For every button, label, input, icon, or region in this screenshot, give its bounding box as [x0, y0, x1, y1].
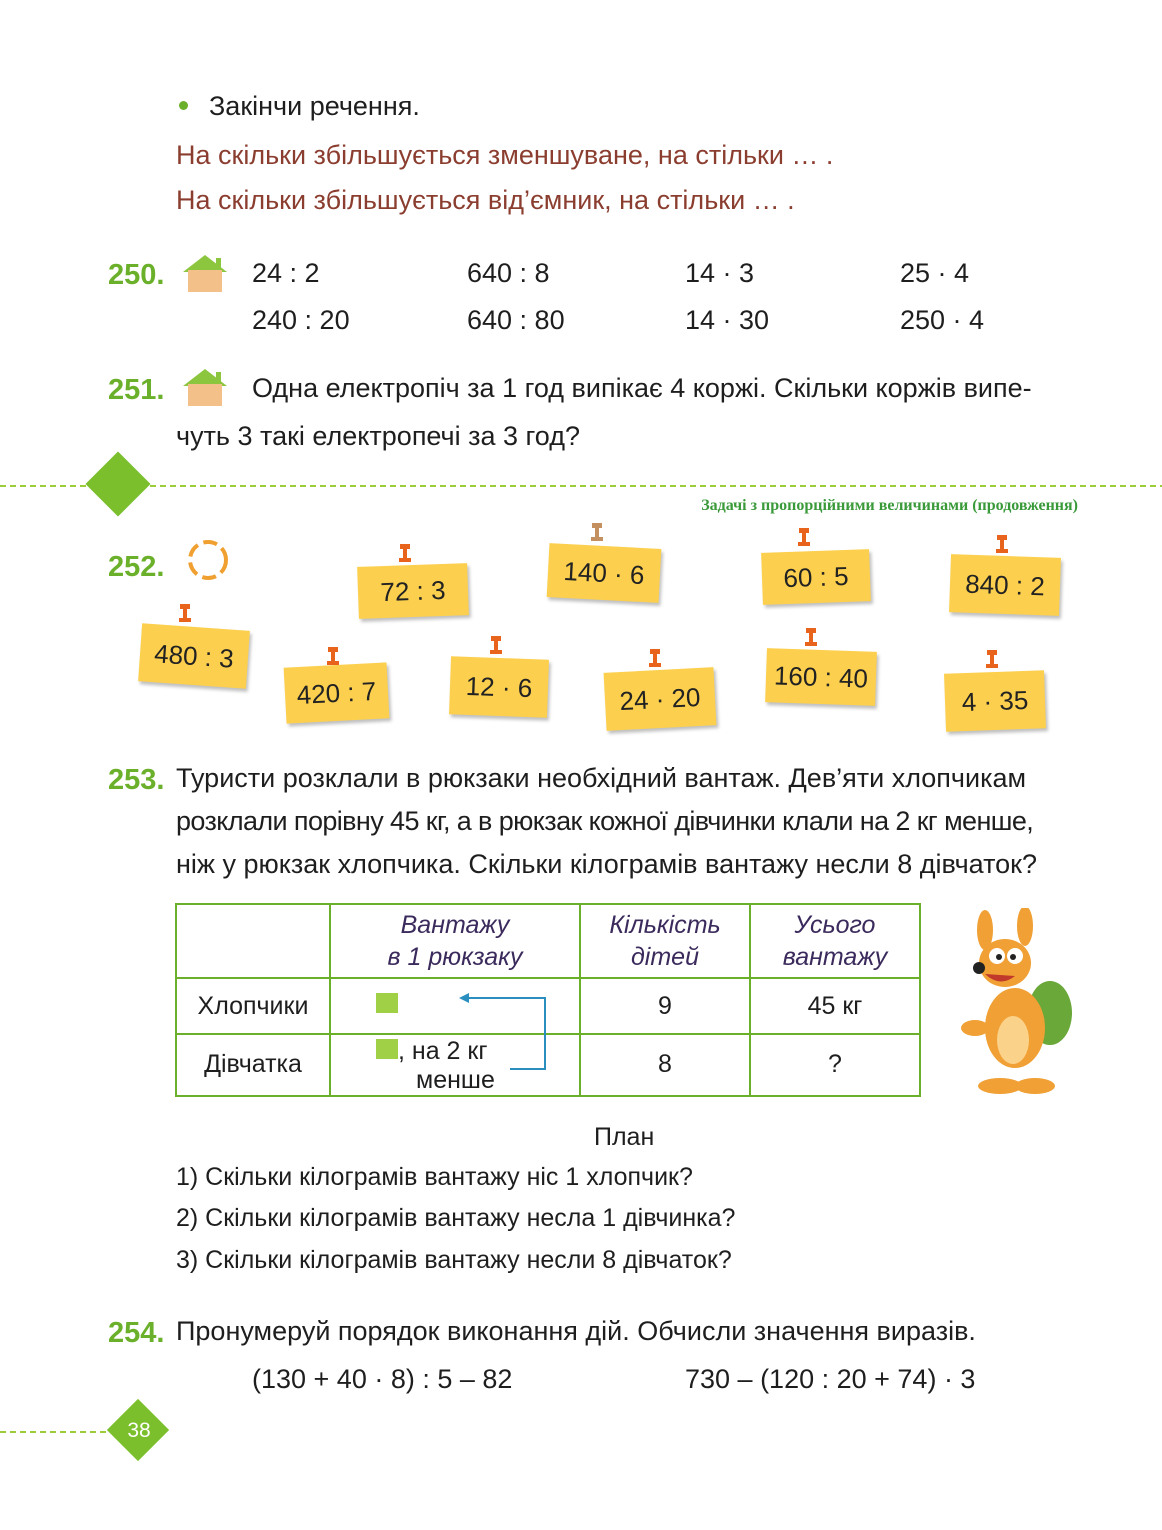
expr: 640 : 8 — [467, 258, 550, 288]
sticky-note — [284, 662, 390, 723]
page-number: 38 — [127, 1419, 151, 1442]
col-header — [330, 904, 580, 978]
sticky-note — [449, 656, 549, 717]
task-text-line-1: Туристи розклали в рюкзаки необхідний вантаж. Дев’яти хлопчикам — [176, 763, 1027, 793]
exercise-number: 252. — [108, 551, 165, 583]
count-cell: 8 — [580, 1034, 750, 1096]
divider-ornament — [85, 451, 150, 516]
task-text-line-1: Одна електропіч за 1 год випікає 4 коржі. Скільки коржів випе- — [252, 373, 1032, 403]
note-text: 140 · 6 — [562, 555, 646, 590]
pin-icon — [489, 636, 503, 658]
footer-line — [0, 1431, 110, 1433]
relation-text: , на 2 кг — [398, 1037, 488, 1065]
pin-icon — [326, 647, 340, 669]
note-text: 160 : 40 — [773, 659, 869, 694]
expr: 250 · 4 — [900, 305, 985, 335]
row-label: Хлопчики — [176, 978, 330, 1034]
home-icon — [180, 252, 230, 292]
row-label: Дівчатка — [176, 1034, 330, 1096]
col-header — [750, 904, 920, 978]
unknown-square — [376, 1039, 398, 1059]
expression-1: (130 + 40 · 8) : 5 – 82 — [252, 1364, 513, 1394]
table-corner-cell — [176, 904, 330, 978]
bullet-text: Закінчи речення. — [209, 91, 420, 121]
expr: 14 · 30 — [685, 305, 770, 335]
relation-text: менше — [416, 1065, 495, 1094]
col-header-line: дітей — [630, 943, 699, 971]
sticky-note — [604, 667, 717, 731]
sticky-note — [357, 563, 469, 619]
sticky-note — [138, 623, 250, 688]
note-text: 60 : 5 — [782, 560, 850, 593]
bullet-dot — [179, 101, 188, 110]
task-text-line-2: розклали порівну 45 кг, а в рюкзак кожної дівчинки клали на 2 кг менше, — [176, 806, 1034, 836]
exercise-number: 254. — [108, 1317, 165, 1349]
pin-icon — [995, 535, 1009, 557]
note-text: 4 · 35 — [961, 684, 1029, 717]
pin-icon — [797, 528, 811, 550]
section-title: Задачі з пропорційними величинами (продовження) — [701, 497, 1078, 514]
exercise-number: 250. — [108, 259, 165, 291]
note-text: 840 : 2 — [964, 568, 1046, 601]
col-header-line: вантажу — [782, 943, 888, 971]
home-icon — [180, 366, 230, 406]
unknown-square — [376, 993, 398, 1013]
col-header-line: в 1 рюкзаку — [387, 943, 523, 971]
total-cell: ? — [750, 1034, 920, 1096]
col-header-line: Кількість — [609, 910, 721, 939]
pin-icon — [178, 604, 192, 626]
sticky-note — [944, 670, 1046, 731]
task-text: Пронумеруй порядок виконання дій. Обчисли значення виразів. — [176, 1316, 976, 1346]
total-cell: 45 кг — [750, 978, 920, 1034]
sticky-note — [761, 549, 871, 605]
plan-title: План — [594, 1123, 655, 1151]
expr: 25 · 4 — [900, 258, 970, 288]
relation-arrow — [455, 990, 555, 1072]
count-cell: 9 — [580, 978, 750, 1034]
note-text: 420 : 7 — [295, 675, 377, 710]
section-divider — [0, 485, 1162, 487]
note-text: 12 · 6 — [465, 670, 533, 703]
pin-icon — [648, 649, 662, 671]
task-text-line-3: ніж у рюкзак хлопчика. Скільки кілограмів вантажу несли 8 дівчаток? — [176, 849, 1038, 879]
note-text: 480 : 3 — [153, 637, 235, 674]
note-text: 72 : 3 — [379, 574, 447, 607]
expression-2: 730 – (120 : 20 + 74) · 3 — [685, 1364, 976, 1394]
col-header-line: Усього — [794, 910, 876, 939]
pin-icon — [804, 628, 818, 650]
note-text: 24 · 20 — [618, 681, 702, 716]
expr: 14 · 3 — [685, 258, 755, 288]
sticky-note — [765, 648, 877, 706]
kangaroo-mascot-icon — [955, 908, 1075, 1098]
pin-icon — [590, 523, 604, 545]
pin-icon — [398, 544, 412, 566]
sticky-note — [949, 554, 1061, 616]
plan-item: 3) Скільки кілограмів вантажу несли 8 дівчаток? — [176, 1246, 732, 1274]
exercise-number: 253. — [108, 764, 165, 796]
cycle-arrows-icon — [180, 532, 236, 588]
col-header — [580, 904, 750, 978]
sticky-note — [547, 543, 662, 603]
exercise-number: 251. — [108, 374, 165, 406]
expr: 24 : 2 — [252, 258, 320, 288]
plan-item: 1) Скільки кілограмів вантажу ніс 1 хлопчик? — [176, 1163, 693, 1191]
intro-line-2: На скільки збільшується від’ємник, на стільки … . — [176, 185, 795, 215]
pin-icon — [985, 650, 999, 672]
expr: 640 : 80 — [467, 305, 565, 335]
intro-line-1: На скільки збільшується зменшуване, на стільки … . — [176, 140, 834, 170]
col-header-line: Вантажу — [400, 910, 510, 939]
task-text-line-2: чуть 3 такі електропечі за 3 год? — [176, 421, 580, 451]
plan-item: 2) Скільки кілограмів вантажу несла 1 дівчинка? — [176, 1204, 736, 1232]
expr: 240 : 20 — [252, 305, 350, 335]
